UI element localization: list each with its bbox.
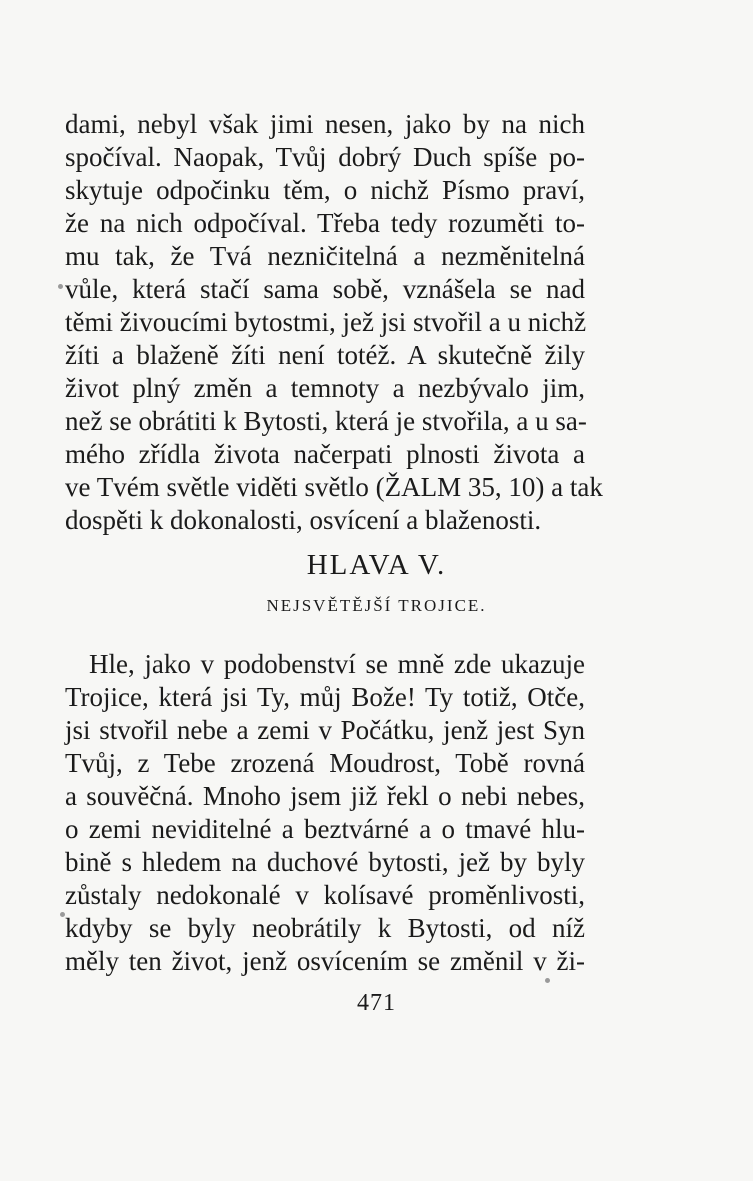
text-line: dospěti k dokonalosti, osvícení a blaženosti.: [65, 505, 542, 535]
text-line: ve Tvém světle viděti světlo (ŽALM 35, 10) a tak: [65, 472, 603, 502]
text-block-chapter: [65, 648, 585, 978]
text-line: a souvěčná. Mnoho jsem již řekl o nebi nebes,: [65, 781, 585, 811]
text-block-continuation: [65, 108, 603, 537]
text-line: jsi stvořil nebe a zemi v Počátku, jenž jest Syn: [65, 715, 585, 745]
paper-speck: [545, 978, 550, 983]
text-line: dami, nebyl však jimi nesen, jako by na nich: [65, 109, 585, 139]
text-line: vůle, která stačí sama sobě, vznášela se nad: [65, 274, 585, 304]
text-line: Tvůj, z Tebe zrozená Moudrost, Tobě rovná: [65, 748, 585, 778]
text-line: mu tak, že Tvá nezničitelná a nezměnitelná: [65, 241, 585, 271]
text-line: že na nich odpočíval. Třeba tedy rozuměti to-: [65, 208, 585, 238]
text-line: o zemi neviditelné a beztvárné a o tmavé hlu-: [65, 814, 585, 844]
text-line: kdyby se byly neobrátily k Bytosti, od níž: [65, 913, 585, 943]
paper-speck: [60, 912, 65, 917]
text-line: měly ten život, jenž osvícením se změnil v ži-: [65, 946, 585, 976]
text-line: Trojice, která jsi Ty, můj Bože! Ty totiž, Otče,: [65, 682, 585, 712]
text-line: žíti a blaženě žíti není totéž. A skutečně žily: [65, 340, 585, 370]
text-line: život plný změn a temnoty a nezbývalo jim,: [65, 373, 585, 403]
chapter-subheading: NEJSVĚTĚJŠÍ TROJICE.: [266, 596, 487, 615]
chapter-heading: HLAVA V.: [306, 549, 447, 581]
text-line: zůstaly nedokonalé v kolísavé proměnlivosti,: [65, 880, 585, 910]
text-line: skytuje odpočinku těm, o nichž Písmo praví,: [65, 175, 585, 205]
text-line: těmi živoucími bytostmi, jež jsi stvořil a u nichž: [65, 307, 587, 337]
text-line: než se obrátiti k Bytosti, která je stvořila, a u sa-: [65, 406, 587, 436]
text-line: spočíval. Naopak, Tvůj dobrý Duch spíše po-: [65, 142, 585, 172]
page-number: 471: [357, 990, 396, 1016]
text-line: mého zřídla života načerpati plnosti života a: [65, 439, 585, 469]
text-line: Hle, jako v podobenství se mně zde ukazuje: [89, 649, 585, 679]
text-line: bině s hledem na duchové bytosti, jež by byly: [65, 847, 585, 877]
paper-speck: [58, 284, 63, 289]
